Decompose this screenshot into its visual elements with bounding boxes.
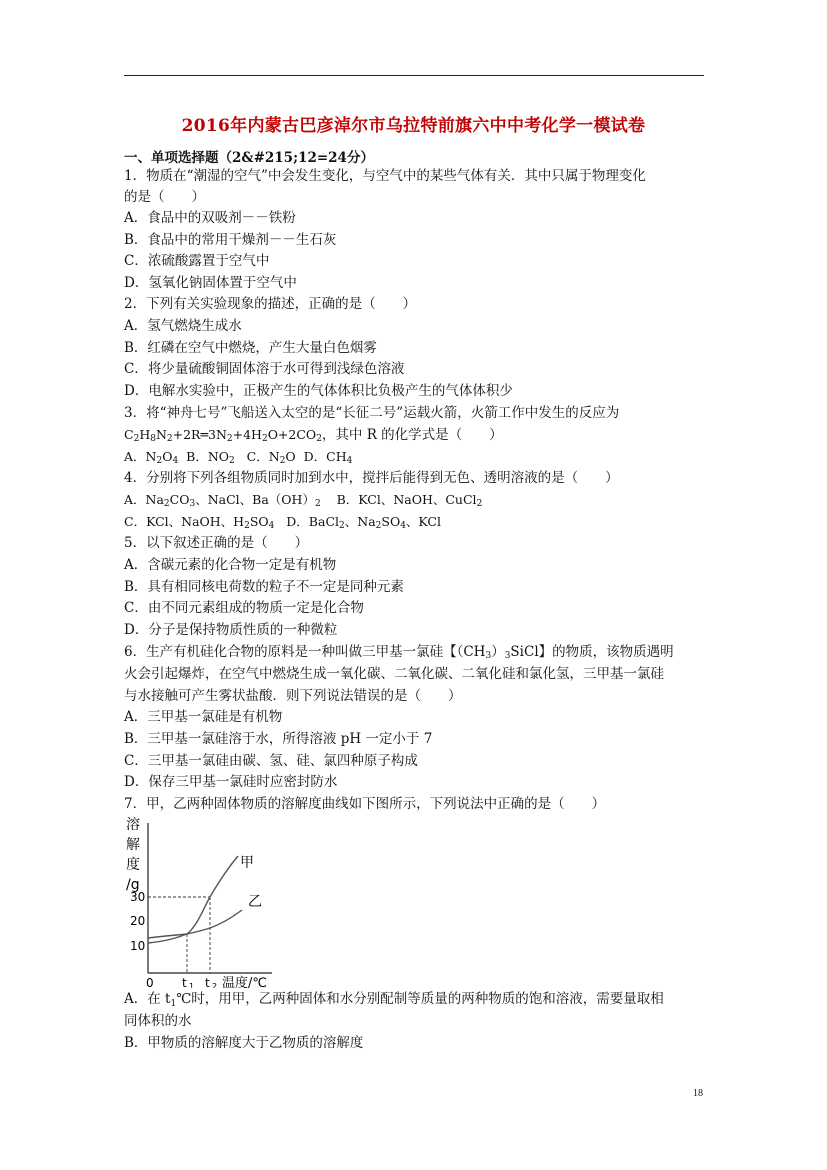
q3-stem-line1: 3．将“神舟七号”飞船送入太空的是“长征二号”运载火箭，火箭工作中发生的反应为 (124, 405, 620, 421)
page-title: 2016年内蒙古巴彦淖尔市乌拉特前旗六中中考化学一模试卷 (181, 116, 646, 136)
ylabel-char-2: 度 (126, 857, 140, 873)
q5-option-c: C．由不同元素组成的物质一定是化合物 (124, 600, 364, 616)
xtick-t1-sub: 1 (189, 982, 195, 988)
q1-stem-line1: 1．物质在“潮湿的空气”中会发生变化，与空气中的某些气体有关．其中只属于物理变化 (124, 168, 646, 184)
q6-option-a: A．三甲基一氯硅是有机物 (124, 709, 283, 725)
q3-equation: $C_2H_8N_2+2R═3N_2+4H_2O+2CO_2$，其中 R 的化学式是（ ） (124, 427, 503, 444)
xtick-0: 0 (146, 976, 154, 988)
q7-stem: 7．甲，乙两种固体物质的溶解度曲线如下图所示，下列说法中正确的是（ ） (124, 796, 606, 812)
q5-stem: 5．以下叙述正确的是（ ） (124, 535, 309, 551)
q6-stem-line1: 6．生产有机硅化合物的原料是一种叫做三甲基一氯硅【$(CH_3)_3SiCl$】的物质，该物质遇明 (124, 644, 674, 661)
xtick-t2: t (205, 976, 210, 988)
q4-options-cd: C．KCl、NaOH、$H_2SO_4$ D．BaCl$_2$、$Na_2SO_4$、KCl (124, 514, 441, 531)
q5-option-b: B．具有相同核电荷数的粒子不一定是同种元素 (124, 579, 404, 595)
ytick-30: 30 (130, 890, 146, 904)
xtick-t2-sub: 2 (212, 982, 218, 988)
ylabel-char-3: /g (126, 877, 140, 893)
q4-options-ab: A．$Na_2CO_3$、NaCl、$Ba(OH)_2$ B．KCl、NaOH、CuCl$_2$ (124, 492, 483, 509)
q6-option-d: D．保存三甲基一氯硅时应密封防水 (124, 774, 338, 790)
ytick-20: 20 (130, 914, 146, 928)
header-rule (124, 75, 704, 76)
q7-option-a-line1: A．在 $t_1℃$时，用甲，乙两种固体和水分别配制等质量的两种物质的饱和溶液，需要量取相 (124, 991, 664, 1009)
q2-option-a: A．氢气燃烧生成水 (124, 318, 242, 334)
ylabel-char-0: 溶 (126, 817, 140, 833)
series-jia-curve (148, 856, 238, 943)
section-heading: 一、单项选择题（2&#215;12=24分） (124, 150, 374, 166)
q2-stem: 2．下列有关实验现象的描述，正确的是（ ） (124, 296, 417, 312)
q6-option-c: C．三甲基一氯硅由碳、氢、硅、氯四种原子构成 (124, 753, 418, 769)
q3-options: A．$N_2O_4$ B．$NO_2$ C．$N_2O$ D．$CH_4$ (124, 449, 353, 466)
xlabel: 温度/℃ (222, 976, 267, 988)
ytick-10: 10 (130, 939, 146, 953)
q2-option-c: C．将少量硫酸铜固体溶于水可得到浅绿色溶液 (124, 361, 405, 377)
q1-option-a: A．食品中的双吸剂－－铁粉 (124, 210, 296, 226)
q7-option-a-line2: 同体积的水 (124, 1013, 192, 1029)
q2-option-d: D．电解水实验中，正极产生的气体体积比负极产生的气体体积少 (124, 383, 513, 399)
xtick-t1: t (182, 976, 187, 988)
q1-option-b: B．食品中的常用干燥剂－－生石灰 (124, 232, 337, 248)
ylabel-char-1: 解 (126, 837, 140, 853)
solubility-graph (124, 813, 276, 988)
q5-option-a: A．含碳元素的化合物一定是有机物 (124, 557, 337, 573)
series-label-jia: 甲 (240, 855, 254, 871)
q6-option-b: B．三甲基一氯硅溶于水，所得溶液 pH 一定小于 7 (124, 731, 433, 747)
q6-stem-line2: 火会引起爆炸，在空气中燃烧生成一氧化碳、二氧化碳、二氧化硅和氯化氢，三甲基一氯硅 (124, 666, 664, 682)
q4-stem: 4．分别将下列各组物质同时加到水中，搅拌后能得到无色、透明溶液的是（ ） (124, 470, 619, 486)
q1-stem-line2: 的是（ ） (124, 189, 205, 205)
q1-option-d: D．氢氧化钠固体置于空气中 (124, 275, 297, 291)
q2-option-b: B．红磷在空气中燃烧，产生大量白色烟雾 (124, 340, 377, 356)
q7-option-b: B．甲物质的溶解度大于乙物质的溶解度 (124, 1035, 364, 1051)
q1-option-c: C．浓硫酸露置于空气中 (124, 253, 270, 269)
page-number: 18 (693, 1088, 703, 1099)
q5-option-d: D．分子是保持物质性质的一种微粒 (124, 622, 338, 638)
series-label-yi: 乙 (248, 894, 262, 910)
q6-stem-line3: 与水接触可产生雾状盐酸．则下列说法错误的是（ ） (124, 688, 462, 704)
